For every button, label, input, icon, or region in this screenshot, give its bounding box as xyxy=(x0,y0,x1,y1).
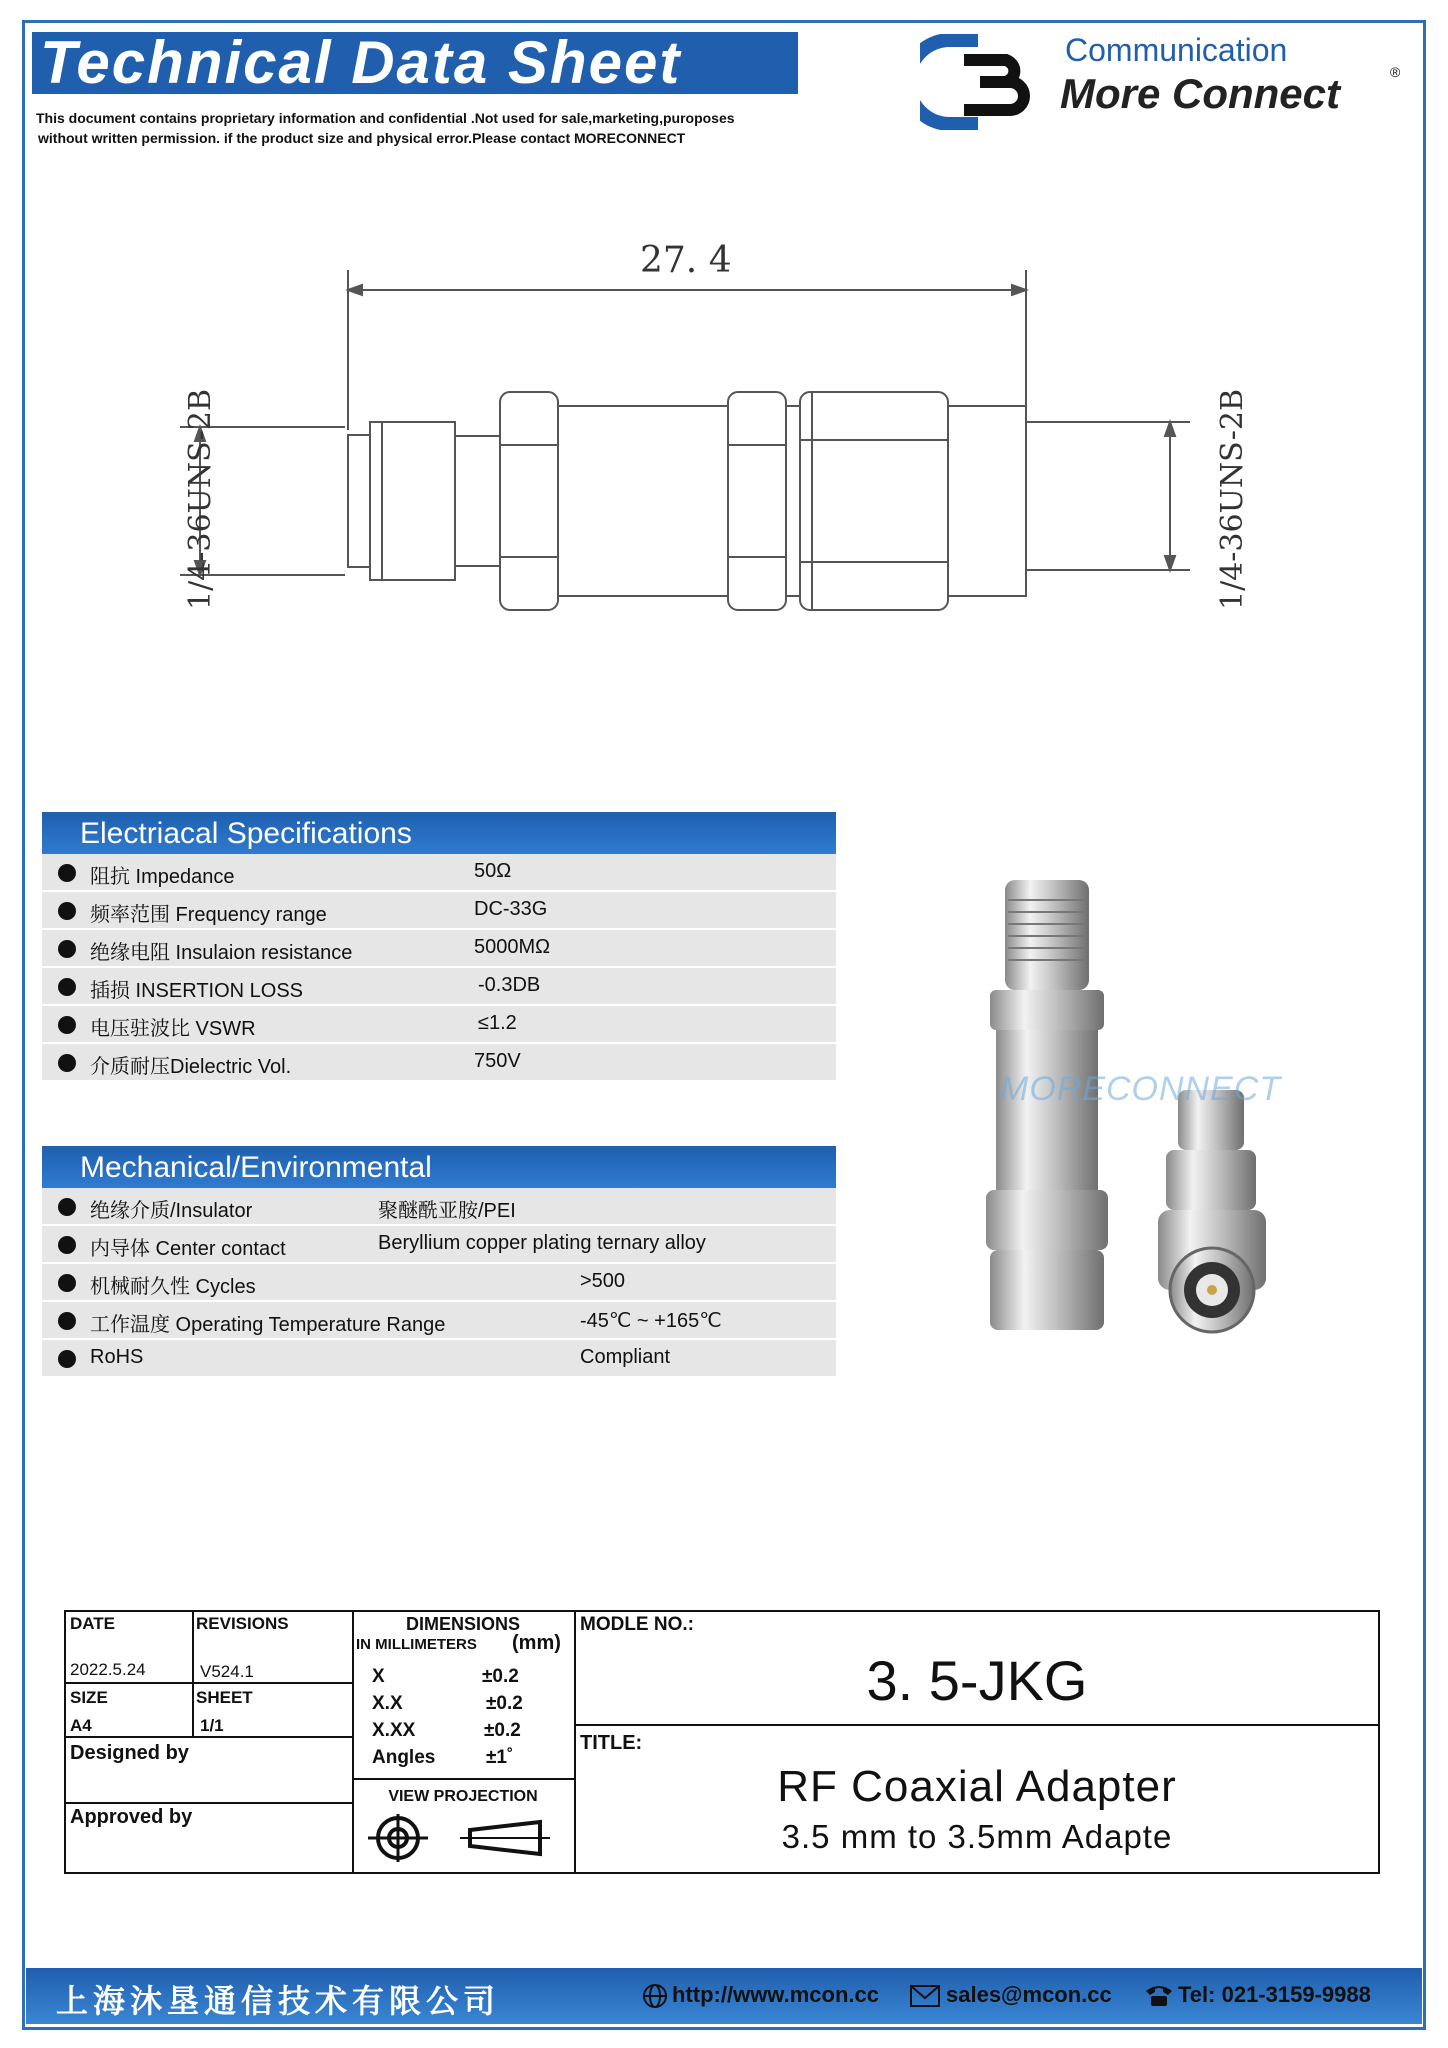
bullet-icon xyxy=(58,1016,76,1034)
spec-label: 工作温度 Operating Temperature Range xyxy=(90,1314,446,1336)
spec-row-dielectric xyxy=(42,1044,836,1082)
spec-label: 内导体 Center contact xyxy=(90,1238,286,1260)
spec-row-frequency xyxy=(42,892,836,930)
footer-bar xyxy=(26,1968,1422,2024)
spec-value: ≤1.2 xyxy=(478,1012,517,1034)
spec-row-rohs xyxy=(42,1340,836,1378)
bullet-icon xyxy=(58,978,76,996)
approved-by-label: Approved by xyxy=(70,1806,193,1828)
tolerance-key: Angles xyxy=(372,1747,436,1768)
product-title: RF Coaxial Adapter xyxy=(777,1762,1177,1811)
registered-mark: ® xyxy=(1390,64,1401,80)
spec-value: Beryllium copper plating ternary alloy xyxy=(378,1232,706,1254)
electrical-specs xyxy=(42,854,836,1082)
bullet-icon xyxy=(58,1350,76,1368)
sheet-label: SHEET xyxy=(196,1688,253,1707)
disclaimer xyxy=(36,108,816,148)
size-value: A4 xyxy=(70,1716,92,1735)
date-label: DATE xyxy=(70,1614,116,1633)
spec-label: 插损 INSERTION LOSS xyxy=(90,980,304,1002)
revisions-label: REVISIONS xyxy=(196,1614,289,1633)
company-name-cn: 上海沐垦通信技术有限公司 xyxy=(56,1982,501,2020)
revision-value: V524.1 xyxy=(200,1662,254,1681)
spec-value: 聚醚酰亚胺/PEI xyxy=(378,1200,516,1222)
spec-label: 频率范围 Frequency range xyxy=(90,904,327,926)
bullet-icon xyxy=(58,864,76,882)
spec-row-center-contact xyxy=(42,1226,836,1264)
company-logo xyxy=(920,30,1400,130)
spec-value: >500 xyxy=(580,1270,626,1292)
mechanical-heading: Mechanical/Environmental xyxy=(42,1146,836,1188)
phone-icon xyxy=(1144,1983,1174,2007)
spec-row-temperature xyxy=(42,1302,836,1340)
spec-row-insulation xyxy=(42,930,836,968)
tolerance-value: ±0.2 xyxy=(486,1693,523,1714)
electrical-heading: Electriacal Specifications xyxy=(42,812,836,854)
tolerance-key: X xyxy=(372,1666,385,1687)
spec-row-vswr xyxy=(42,1006,836,1044)
spec-row-impedance xyxy=(42,854,836,892)
tolerance-value: ±0.2 xyxy=(482,1666,519,1687)
thread-spec-left: 1/4-36UNS-2B xyxy=(183,388,218,610)
spec-row-insulator xyxy=(42,1188,836,1226)
sheet-value: 1/1 xyxy=(200,1716,224,1735)
spec-label: 电压驻波比 VSWR xyxy=(90,1018,256,1040)
spec-value: 5000MΩ xyxy=(474,936,551,958)
spec-row-cycles xyxy=(42,1264,836,1302)
email-link[interactable]: sales@mcon.cc xyxy=(946,1982,1112,2007)
logo-word-communication: Communication xyxy=(1065,32,1288,68)
tolerance-key: X.XX xyxy=(372,1720,416,1741)
tolerance-value: ±0.2 xyxy=(484,1720,521,1741)
size-label: SIZE xyxy=(70,1688,108,1707)
model-number: 3. 5-JKG xyxy=(866,1649,1088,1712)
disclaimer-line-2: without written permission. if the product size and physical error.Please contact MORECONNECT xyxy=(38,130,686,146)
photo-watermark: MORECONNECT xyxy=(1000,1070,1282,1108)
tolerance-value: ±1˚ xyxy=(486,1747,514,1768)
spec-value: -45℃ ~ +165℃ xyxy=(580,1310,722,1332)
spec-row-insertion-loss xyxy=(42,968,836,1006)
length-dimension: 27. 4 xyxy=(640,240,732,281)
document-title: Technical Data Sheet xyxy=(32,32,798,94)
spec-value: 750V xyxy=(474,1050,521,1072)
bullet-icon xyxy=(58,1312,76,1330)
mechanical-specs xyxy=(42,1188,836,1378)
bullet-icon xyxy=(58,1236,76,1254)
logo-word-more-connect: More Connect xyxy=(1060,70,1341,117)
spec-label: 机械耐久性 Cycles xyxy=(90,1276,256,1298)
logo-mark-icon xyxy=(920,34,1040,130)
tolerance-key: X.X xyxy=(372,1693,403,1714)
dimensions-label: DIMENSIONS xyxy=(405,1614,520,1634)
spec-label: RoHS xyxy=(90,1346,144,1368)
spec-label: 绝缘电阻 Insulaion resistance xyxy=(90,942,353,964)
bullet-icon xyxy=(58,940,76,958)
connector-drawing xyxy=(160,230,1300,650)
bullet-icon xyxy=(58,1054,76,1072)
spec-value: DC-33G xyxy=(474,898,548,920)
designed-by-label: Designed by xyxy=(70,1742,189,1764)
spec-value: Compliant xyxy=(580,1346,671,1368)
spec-label: 介质耐压Dielectric Vol. xyxy=(90,1056,292,1078)
title-block xyxy=(64,1610,1380,1874)
product-subtitle: 3.5 mm to 3.5mm Adapte xyxy=(781,1818,1173,1855)
dimensions-units-label: IN MILLIMETERS xyxy=(356,1636,477,1653)
view-projection-label: VIEW PROJECTION xyxy=(388,1788,538,1805)
title-label: TITLE: xyxy=(580,1732,643,1754)
website-link[interactable]: http://www.mcon.cc xyxy=(672,1982,879,2007)
telephone-number: Tel: 021-3159-9988 xyxy=(1178,1982,1371,2007)
bullet-icon xyxy=(58,902,76,920)
projection-symbol-icon xyxy=(364,1814,564,1864)
bullet-icon xyxy=(58,1274,76,1292)
model-no-label: MODLE NO.: xyxy=(580,1614,694,1635)
spec-label: 绝缘介质/Insulator xyxy=(90,1200,253,1222)
spec-label: 阻抗 Impedance xyxy=(90,866,235,888)
bullet-icon xyxy=(58,1198,76,1216)
spec-value: 50Ω xyxy=(474,860,512,882)
thread-spec-right: 1/4-36UNS-2B xyxy=(1215,388,1250,610)
spec-value: -0.3DB xyxy=(478,974,541,996)
date-value: 2022.5.24 xyxy=(70,1660,146,1679)
email-icon xyxy=(910,1985,940,2007)
disclaimer-line-1: This document contains proprietary information and confidential .Not used for sale,marketing,puroposes xyxy=(36,110,735,126)
dimensions-unit: (mm) xyxy=(512,1632,561,1654)
globe-icon xyxy=(642,1983,668,2009)
